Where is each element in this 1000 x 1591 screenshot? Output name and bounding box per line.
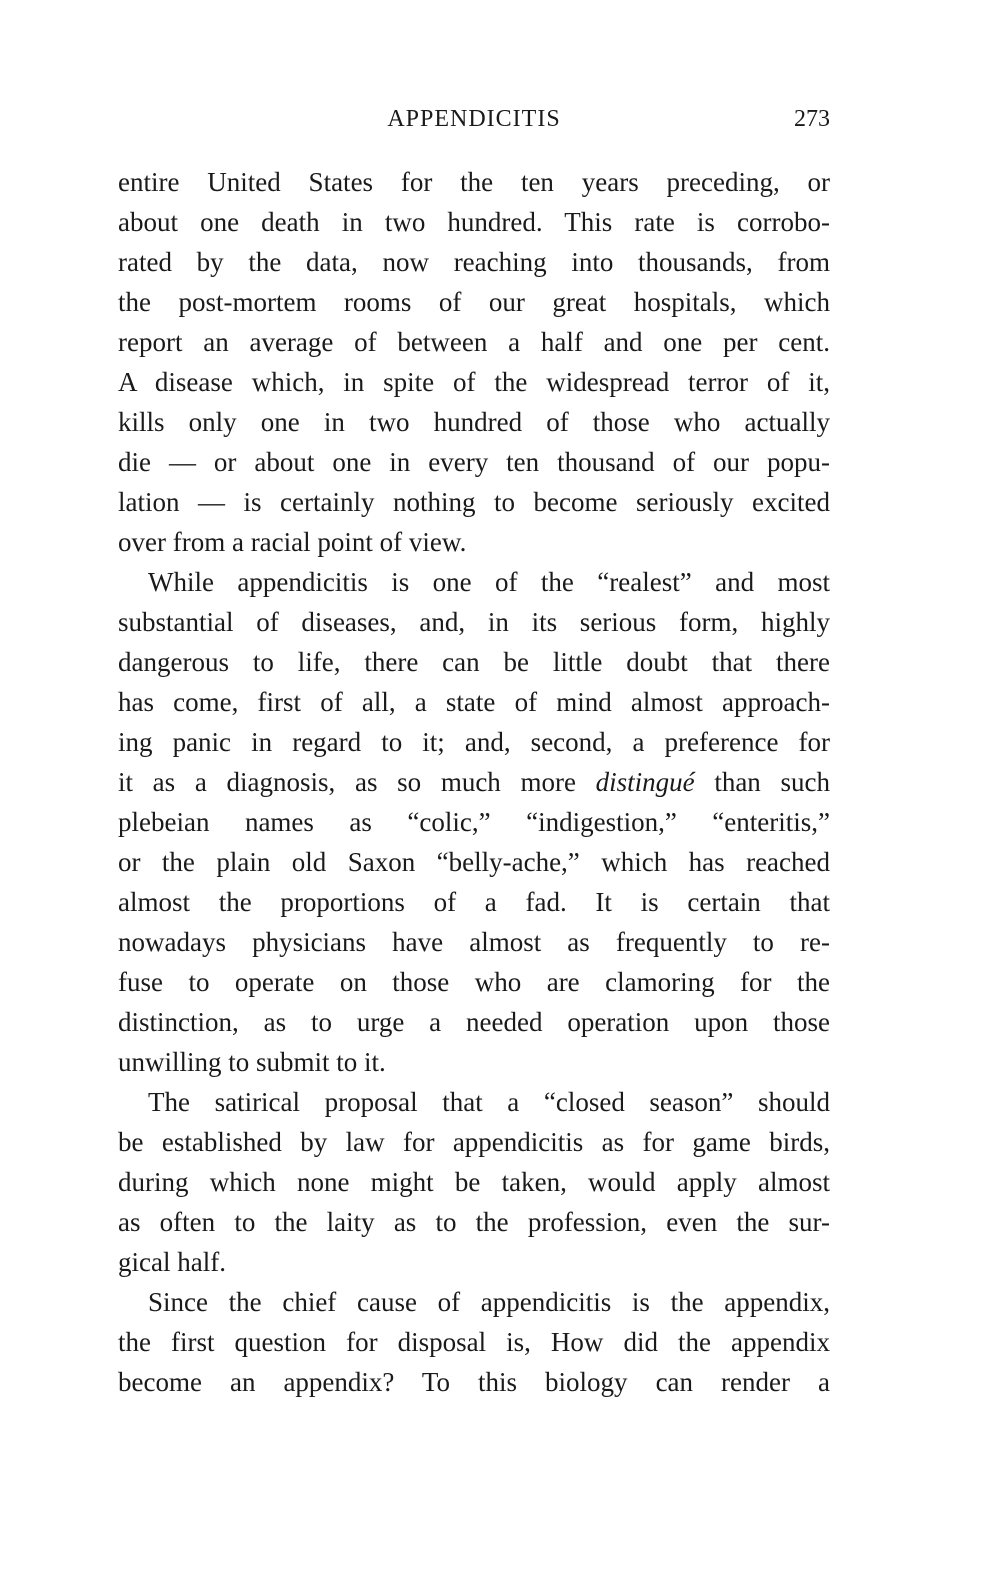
text-line-with-italic xyxy=(118,762,830,802)
text-line: report an average of between a half and one per cent. xyxy=(118,327,830,357)
running-head xyxy=(118,98,830,142)
body-text xyxy=(118,162,830,1402)
text-line: dangerous to life, there can be little doubt that there xyxy=(118,647,830,677)
text-line: plebeian names as “colic,” “indigestion,” “enteritis,” xyxy=(118,807,830,837)
text-line: rated by the data, now reaching into thousands, from xyxy=(118,247,830,277)
text-line: fuse to operate on those who are clamoring for the xyxy=(118,967,830,997)
text-line: gical half. xyxy=(118,1247,226,1277)
text-line: nowadays physicians have almost as frequently to re- xyxy=(118,927,830,957)
text-line: during which none might be taken, would apply almost xyxy=(118,1167,830,1197)
paragraph-2 xyxy=(118,562,830,1082)
text-line: A disease which, in spite of the widespread terror of it, xyxy=(118,367,830,397)
text-line: become an appendix? To this biology can render a xyxy=(118,1367,830,1397)
text-line: almost the proportions of a fad. It is certain that xyxy=(118,887,830,917)
italic-word: distingué xyxy=(595,767,695,797)
text-line: kills only one in two hundred of those who actually xyxy=(118,407,830,437)
paragraph-4 xyxy=(118,1282,830,1402)
text-segment: it as a diagnosis, as so much more xyxy=(118,767,596,797)
paragraph-1 xyxy=(118,162,830,562)
text-line: about one death in two hundred. This rate is corrobo- xyxy=(118,207,830,237)
text-line: Since the chief cause of appendicitis is the appendix, xyxy=(148,1287,830,1317)
text-line: be established by law for appendicitis as for game birds, xyxy=(118,1127,830,1157)
text-line: unwilling to submit to it. xyxy=(118,1047,386,1077)
text-line: While appendicitis is one of the “realest” and most xyxy=(148,567,830,597)
page-number: 273 xyxy=(794,106,830,132)
paragraph-3 xyxy=(118,1082,830,1282)
text-line: has come, first of all, a state of mind almost approach- xyxy=(118,687,830,717)
text-line: entire United States for the ten years preceding, or xyxy=(118,167,830,197)
text-line: as often to the laity as to the profession, even the sur- xyxy=(118,1207,830,1237)
text-line: die — or about one in every ten thousand of our popu- xyxy=(118,447,830,477)
text-line: distinction, as to urge a needed operation upon those xyxy=(118,1007,830,1037)
text-line: The satirical proposal that a “closed season” should xyxy=(148,1087,830,1117)
text-line: the post-mortem rooms of our great hospitals, which xyxy=(118,287,830,317)
book-page xyxy=(118,98,830,1402)
text-segment: than such xyxy=(694,767,830,797)
text-line: ing panic in regard to it; and, second, a preference for xyxy=(118,727,830,757)
text-line: substantial of diseases, and, in its serious form, highly xyxy=(118,607,830,637)
text-line: or the plain old Saxon “belly-ache,” which has reached xyxy=(118,847,830,877)
text-line: over from a racial point of view. xyxy=(118,527,467,557)
text-line: lation — is certainly nothing to become seriously excited xyxy=(118,487,830,517)
text-line: the first question for disposal is, How did the appendix xyxy=(118,1327,830,1357)
chapter-title: APPENDICITIS xyxy=(387,106,561,132)
